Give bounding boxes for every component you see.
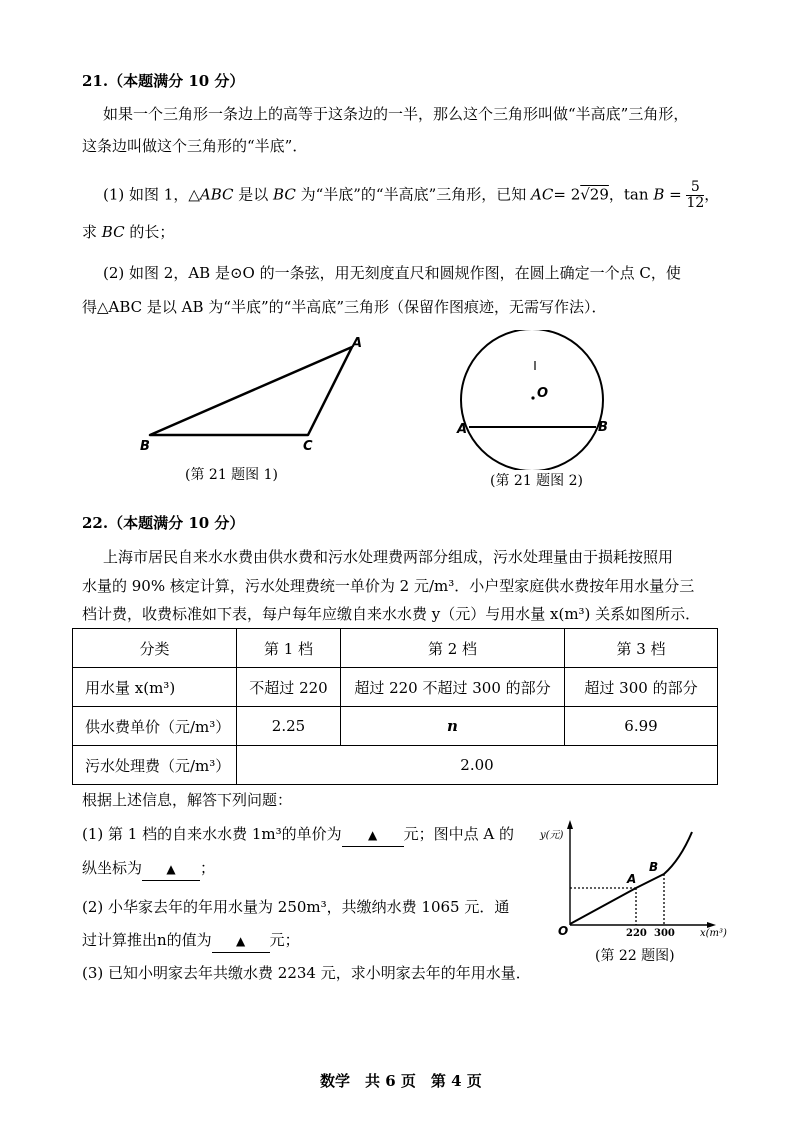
q21-part1-line2 [82,221,174,243]
table-cell: 超过 300 的部分 [565,668,718,707]
center-point [531,396,534,399]
q21-p1-eq: = 2 [553,185,581,204]
table-header-tier1: 第 1 档 [237,629,341,668]
q21-intro-line1: 如果一个三角形一条边上的高等于这条边的一半，那么这个三角形叫做“半高底”三角形， [103,105,689,123]
table-cell: 用水量 x(m³) [73,668,237,707]
fig2-caption: (第 21 题图 2) [490,473,583,489]
page-footer: 数学 共 6 页 第 4 页 [320,1072,482,1090]
q22-s1-d: ； [200,859,216,877]
triangle-mark-icon: ▲ [166,862,176,876]
fig1-label-c: C [303,439,313,454]
q22-s1-b: 元；图中点 A 的 [403,825,515,843]
graph-tick-220: 220 [626,928,647,939]
graph-tick-300: 300 [654,928,675,939]
q22-heading: 22.（本题满分 10 分） [82,514,245,532]
circle-o [461,330,603,470]
q21-part2-line2: 得△ABC 是以 AB 为“半底”的“半高底”三角形（保留作图痕迹，无需写作法）． [82,298,607,316]
graph-point-a: A [627,872,637,886]
q22-s1-a: (1) 第 1 档的自来水水费 1m³的单价为 [82,825,342,843]
q21-p1-mid1: 是以 [233,185,274,204]
answer-blank-3[interactable] [212,929,270,953]
q21-part2-line1: (2) 如图 2，AB 是⊙O 的一条弦，用无刻度直尺和圆规作图，在圆上确定一个点 C，使 [103,264,681,282]
q21-p1-abc: ABC [199,185,234,204]
q21-p1-prefix: (1) 如图 1，△ [103,185,200,204]
q22-intro-line1: 上海市居民自来水水费由供水费和污水处理费两部分组成，污水处理量由于损耗按照用 [103,548,674,566]
q22-s2-b: 过计算推出n的值为 [82,931,212,949]
q21-p1-l2-end: 的长； [124,223,175,241]
fee-table [72,628,718,785]
q22-s2-c: 元； [269,931,300,949]
q21-p1-l2-bc: BC [101,223,125,241]
q22-intro-line2: 水量的 90% 核定计算，污水处理费统一单价为 2 元/m³．小户型家庭供水费按年用水量分三 [82,577,695,595]
q21-p1-bc: BC [273,185,296,204]
graph-origin: O [558,924,569,938]
q21-p1-tan: ，tan [608,185,654,204]
q21-p1-b: B [653,185,665,204]
triangle-abc [150,347,352,435]
table-header-row [73,629,718,668]
table-cell-n: n [341,707,565,746]
graph-point-b: B [649,860,659,874]
tan-fraction [686,180,704,211]
table-row-sewage [73,746,718,785]
table-row-usage [73,668,718,707]
fig2-label-o: O [537,386,549,401]
fig2-label-a: A [457,422,468,437]
table-cell: 不超过 220 [237,668,341,707]
q22-sub1-line1 [82,823,514,847]
q21-p1-mid2: 为“半底”的“半高底”三角形，已知 [295,185,532,204]
graph-y-label: y(元) [540,830,564,841]
q21-p1-eq2: = [664,185,687,204]
fraction-denominator: 12 [686,195,705,211]
q22-sub2-line2 [82,929,300,953]
table-cell: 污水处理费（元/m³） [73,746,237,785]
table-header-tier3: 第 3 档 [565,629,718,668]
triangle-figure [130,330,380,460]
triangle-mark-icon: ▲ [368,828,378,842]
q21-p1-ac: AC [531,185,554,204]
q22-sub3: (3) 已知小明家去年共缴水费 2234 元，求小明家去年的年用水量． [82,964,531,982]
q22-sub1-line2 [82,857,215,881]
q22-lead: 根据上述信息，解答下列问题： [82,791,293,809]
graph-x-label: x(m³) [700,928,727,939]
q21-p1-end: ， [704,185,720,204]
circle-figure [440,330,630,470]
q21-p1-root: √29 [580,185,609,204]
fig1-label-a: A [352,336,363,351]
answer-blank-2[interactable] [142,857,200,881]
table-header-tier2: 第 2 档 [341,629,565,668]
segment-tier2 [636,874,664,888]
segment-tier1 [570,888,636,924]
triangle-mark-icon: ▲ [236,934,246,948]
segment-tier3 [664,832,692,874]
q22-intro-line3: 档计费，收费标准如下表，每户每年应缴自来水水费 y（元）与用水量 x(m³) 关系如图所示． [82,605,701,623]
q21-heading: 21.（本题满分 10 分） [82,72,245,90]
table-header-category: 分类 [73,629,237,668]
q21-intro-line2: 这条边叫做这个三角形的“半底”． [82,137,308,155]
y-axis-arrow-icon [567,820,573,829]
table-cell-merged: 2.00 [237,746,718,785]
fraction-numerator: 5 [686,180,704,196]
q22-s1-c: 纵坐标为 [82,859,143,877]
table-cell: 超过 220 不超过 300 的部分 [341,668,565,707]
fig2-label-b: B [598,420,608,435]
table-row-supply [73,707,718,746]
q22-sub2-line1: (2) 小华家去年的年用水量为 250m³，共缴纳水费 1065 元．通 [82,898,510,916]
graph-caption: (第 22 题图) [595,948,675,964]
fig1-caption: (第 21 题图 1) [185,467,278,483]
table-cell: 2.25 [237,707,341,746]
table-cell: 6.99 [565,707,718,746]
table-cell: 供水费单价（元/m³） [73,707,237,746]
q21-p1-l2-pre: 求 [82,223,102,241]
q21-part1-line1 [103,180,719,211]
answer-blank-1[interactable] [342,823,404,847]
fig1-label-b: B [140,439,150,454]
